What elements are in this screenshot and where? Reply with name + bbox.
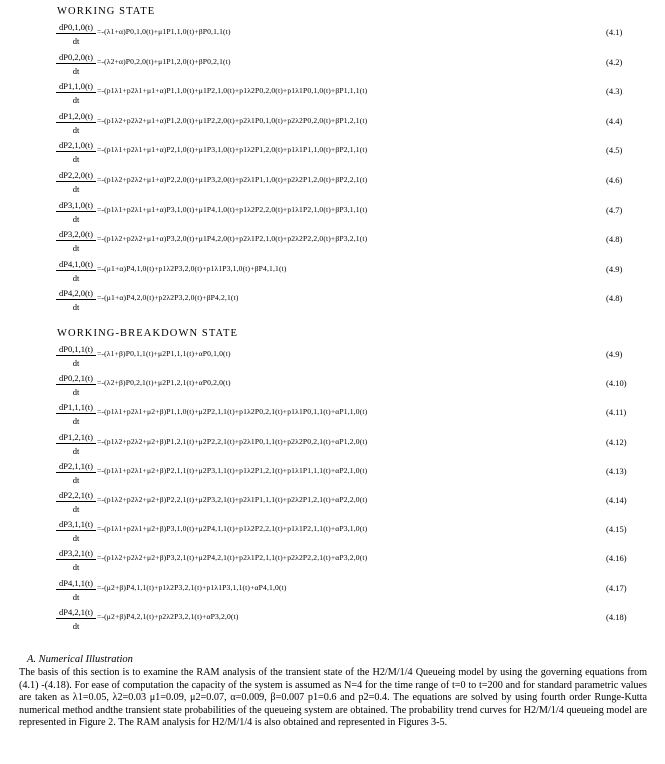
derivative-fraction	[56, 259, 96, 283]
equation-number: (4.2)	[606, 56, 623, 67]
derivative-fraction	[56, 344, 96, 368]
equation-row	[56, 200, 646, 226]
equation-rhs: =-(p1λ1+p2λ1+μ2+β)P2,1,1(t)+μ2P3,1,1(t)+p1λ2P1,2,1(t)+p1λ1P1,1,1(t)+αP2,1,0(t)	[97, 465, 368, 475]
derivative-fraction	[56, 111, 96, 135]
equation-rhs: =-(p1λ2+p2λ2+μ2+β)P1,2,1(t)+μ2P2,2,1(t)+p2λ1P0,1,1(t)+p2λ2P0,2,1(t)+αP1,2,0(t)	[97, 436, 368, 446]
equation-number: (4.5)	[606, 145, 623, 156]
derivative-numerator: dP0,2,1(t)	[56, 373, 96, 385]
equation-rhs: =-(p1λ1+p2λ1+μ2+β)P3,1,0(t)+μ2P4,1,1(t)+p1λ2P2,2,1(t)+p1λ1P2,1,1(t)+αP3,1,0(t)	[97, 524, 368, 534]
equation-number: (4.8)	[606, 234, 623, 245]
derivative-denominator: dt	[72, 95, 80, 106]
derivative-denominator: dt	[72, 416, 80, 427]
derivative-fraction	[56, 402, 96, 426]
equation-rhs: =-(p1λ1+p2λ1+μ1+α)P2,1,0(t)+μ1P3,1,0(t)+p1λ2P1,2,0(t)+p1λ1P1,1,0(t)+βP2,1,1(t)	[97, 145, 368, 155]
equation-rhs: =-(p1λ2+p2λ2+μ1+α)P3,2,0(t)+μ1P4,2,0(t)+p2λ1P2,1,0(t)+p2λ2P2,2,0(t)+βP3,2,1(t)	[97, 234, 368, 244]
equation-row	[56, 170, 646, 196]
derivative-fraction	[56, 170, 96, 194]
equation-row	[56, 22, 646, 48]
equation-row	[56, 607, 646, 633]
derivative-numerator: dP4,2,0(t)	[56, 288, 96, 300]
derivative-numerator: dP2,2,0(t)	[56, 170, 96, 182]
derivative-fraction	[56, 140, 96, 164]
equation-row	[56, 288, 646, 314]
derivative-numerator: dP1,1,0(t)	[56, 81, 96, 93]
derivative-fraction	[56, 52, 96, 76]
equation-rhs: =-(μ2+β)P4,2,1(t)+p2λ2P3,2,1(t)+αP3,2,0(t)	[97, 611, 239, 621]
equation-rhs: =-(λ2+α)P0,2,0(t)+μ1P1,2,0(t)+βP0,2,1(t)	[97, 56, 231, 66]
working-state-heading: WORKING STATE	[57, 6, 156, 17]
derivative-denominator: dt	[72, 504, 80, 514]
equation-rhs: =-(λ2+β)P0,2,1(t)+μ2P1,2,1(t)+αP0,2,0(t)	[97, 378, 231, 388]
derivative-numerator: dP2,1,0(t)	[56, 140, 96, 152]
equation-row	[56, 402, 646, 428]
derivative-numerator: dP3,2,1(t)	[56, 548, 96, 560]
equation-row	[56, 111, 646, 137]
derivative-denominator: dt	[72, 358, 80, 368]
equation-number: (4.9)	[606, 263, 623, 274]
derivative-fraction	[56, 519, 96, 543]
derivative-denominator: dt	[72, 124, 80, 135]
derivative-fraction	[56, 22, 96, 46]
equation-row	[56, 432, 646, 458]
derivative-fraction	[56, 548, 96, 572]
equation-row	[56, 140, 646, 166]
equation-row	[56, 578, 646, 604]
equation-row	[56, 344, 646, 370]
derivative-numerator: dP1,2,1(t)	[56, 432, 96, 444]
section-heading: A. Numerical Illustration	[27, 654, 133, 665]
equation-number: (4.17)	[606, 582, 627, 593]
equation-rhs: =-(λ1+α)P0,1,0(t)+μ1P1,1,0(t)+βP0,1,1(t)	[97, 27, 231, 36]
derivative-numerator: dP0,1,1(t)	[56, 344, 96, 356]
derivative-fraction	[56, 490, 96, 514]
derivative-fraction	[56, 200, 96, 224]
equation-rhs: =-(p1λ2+p2λ2+μ1+α)P1,2,0(t)+μ1P2,2,0(t)+p2λ1P0,1,0(t)+p2λ2P0,2,0(t)+βP1,2,1(t)	[97, 115, 368, 125]
derivative-denominator: dt	[72, 591, 80, 602]
equation-number: (4.13)	[606, 465, 627, 476]
equation-row	[56, 548, 646, 574]
equation-row	[56, 259, 646, 285]
derivative-denominator: dt	[72, 474, 80, 485]
derivative-fraction	[56, 432, 96, 456]
derivative-numerator: dP4,1,0(t)	[56, 259, 96, 271]
derivative-denominator: dt	[72, 272, 80, 283]
equation-number: (4.1)	[606, 27, 623, 37]
derivative-numerator: dP4,1,1(t)	[56, 578, 96, 590]
derivative-numerator: dP0,1,0(t)	[56, 22, 96, 34]
derivative-fraction	[56, 81, 96, 105]
derivative-denominator: dt	[72, 243, 80, 254]
equation-number: (4.6)	[606, 175, 623, 185]
equation-number: (4.18)	[606, 611, 627, 622]
equation-rhs: =-(p1λ1+p2λ1+μ1+α)P3,1,0(t)+μ1P4,1,0(t)+p1λ2P2,2,0(t)+p1λ1P2,1,0(t)+βP3,1,1(t)	[97, 204, 368, 214]
derivative-denominator: dt	[72, 562, 80, 573]
equation-number: (4.8)	[606, 293, 623, 304]
equation-rhs: =-(p1λ1+p2λ1+μ2+β)P1,1,0(t)+μ2P2,1,1(t)+p1λ2P0,2,1(t)+p1λ1P0,1,1(t)+αP1,1,0(t)	[97, 407, 368, 417]
equation-rhs: =-(p1λ2+p2λ2+μ2+β)P3,2,1(t)+μ2P4,2,1(t)+p2λ1P2,1,1(t)+p2λ2P2,2,1(t)+αP3,2,0(t)	[97, 553, 368, 563]
derivative-denominator: dt	[72, 154, 80, 165]
equation-rhs: =-(p1λ2+p2λ2+μ1+α)P2,2,0(t)+μ1P3,2,0(t)+p2λ1P1,1,0(t)+p2λ2P1,2,0(t)+βP2,2,1(t)	[97, 175, 368, 184]
equation-row	[56, 373, 646, 399]
derivative-denominator: dt	[72, 36, 80, 46]
derivative-numerator: dP2,1,1(t)	[56, 461, 96, 473]
equation-number: (4.14)	[606, 495, 627, 505]
derivative-denominator: dt	[72, 184, 80, 194]
equation-number: (4.3)	[606, 86, 623, 97]
numerical-illustration-paragraph: The basis of this section is to examine the RAM analysis of the transient state of the H2/M/1/4 Queueing model by using the governing equations from (4.1) -(4.18). For ease of computation the capacity of the system is assumed as N=4 for the time range of t=0 to t=200 and for standard parametric values are taken as λ1=0.05, λ2=0.03 μ1=0.09, μ2=0.07, α=0.009, β=0.007 p1=0.6 and p2=0.4. The equations are solved by using fourth order Runge-Kutta numerical method andthe transient state probabilities of the queueing system are obtained. The probability trend curves for H2/M/1/4 queueing model are represented in Figure 2. The RAM analysis for H2/M/1/4 is also obtained and represented in Figures 3-5.	[19, 667, 647, 729]
equation-number: (4.7)	[606, 204, 623, 215]
working-breakdown-heading: WORKING-BREAKDOWN STATE	[57, 328, 239, 339]
equation-rhs: =-(λ1+β)P0,1,1(t)+μ2P1,1,1(t)+αP0,1,0(t)	[97, 349, 231, 358]
equation-rhs: =-(μ1+α)P4,1,0(t)+p1λ2P3,2,0(t)+p1λ1P3,1,0(t)+βP4,1,1(t)	[97, 263, 287, 273]
equation-row	[56, 52, 646, 78]
equation-row	[56, 81, 646, 107]
equation-rhs: =-(μ2+β)P4,1,1(t)+p1λ2P3,2,1(t)+p1λ1P3,1,1(t)+αP4,1,0(t)	[97, 582, 287, 592]
derivative-numerator: dP1,1,1(t)	[56, 402, 96, 414]
equation-row	[56, 490, 646, 516]
derivative-numerator: dP2,2,1(t)	[56, 490, 96, 502]
derivative-fraction	[56, 229, 96, 253]
equation-rhs: =-(μ1+α)P4,2,0(t)+p2λ2P3,2,0(t)+βP4,2,1(t)	[97, 293, 239, 303]
derivative-fraction	[56, 288, 96, 312]
equation-rhs: =-(p1λ2+p2λ2+μ2+β)P2,2,1(t)+μ2P3,2,1(t)+p2λ1P1,1,1(t)+p2λ2P1,2,1(t)+αP2,2,0(t)	[97, 495, 368, 504]
equation-row	[56, 229, 646, 255]
equation-number: (4.9)	[606, 349, 623, 359]
equation-row	[56, 461, 646, 487]
derivative-numerator: dP0,2,0(t)	[56, 52, 96, 64]
derivative-denominator: dt	[72, 213, 80, 224]
derivative-denominator: dt	[72, 533, 80, 544]
equation-number: (4.4)	[606, 115, 623, 126]
derivative-denominator: dt	[72, 302, 80, 313]
derivative-fraction	[56, 461, 96, 485]
derivative-numerator: dP4,2,1(t)	[56, 607, 96, 619]
derivative-denominator: dt	[72, 445, 80, 456]
equation-number: (4.12)	[606, 436, 627, 447]
derivative-denominator: dt	[72, 65, 80, 76]
equation-rhs: =-(p1λ1+p2λ1+μ1+α)P1,1,0(t)+μ1P2,1,0(t)+p1λ2P0,2,0(t)+p1λ1P0,1,0(t)+βP1,1,1(t)	[97, 86, 368, 96]
equation-row	[56, 519, 646, 545]
equation-number: (4.15)	[606, 524, 627, 535]
derivative-fraction	[56, 607, 96, 631]
derivative-denominator: dt	[72, 620, 80, 631]
derivative-numerator: dP3,1,0(t)	[56, 200, 96, 212]
equation-number: (4.16)	[606, 553, 627, 564]
equation-number: (4.11)	[606, 407, 627, 418]
derivative-denominator: dt	[72, 387, 80, 398]
derivative-numerator: dP1,2,0(t)	[56, 111, 96, 123]
derivative-fraction	[56, 373, 96, 397]
derivative-numerator: dP3,1,1(t)	[56, 519, 96, 531]
equation-number: (4.10)	[606, 378, 627, 389]
derivative-fraction	[56, 578, 96, 602]
derivative-numerator: dP3,2,0(t)	[56, 229, 96, 241]
